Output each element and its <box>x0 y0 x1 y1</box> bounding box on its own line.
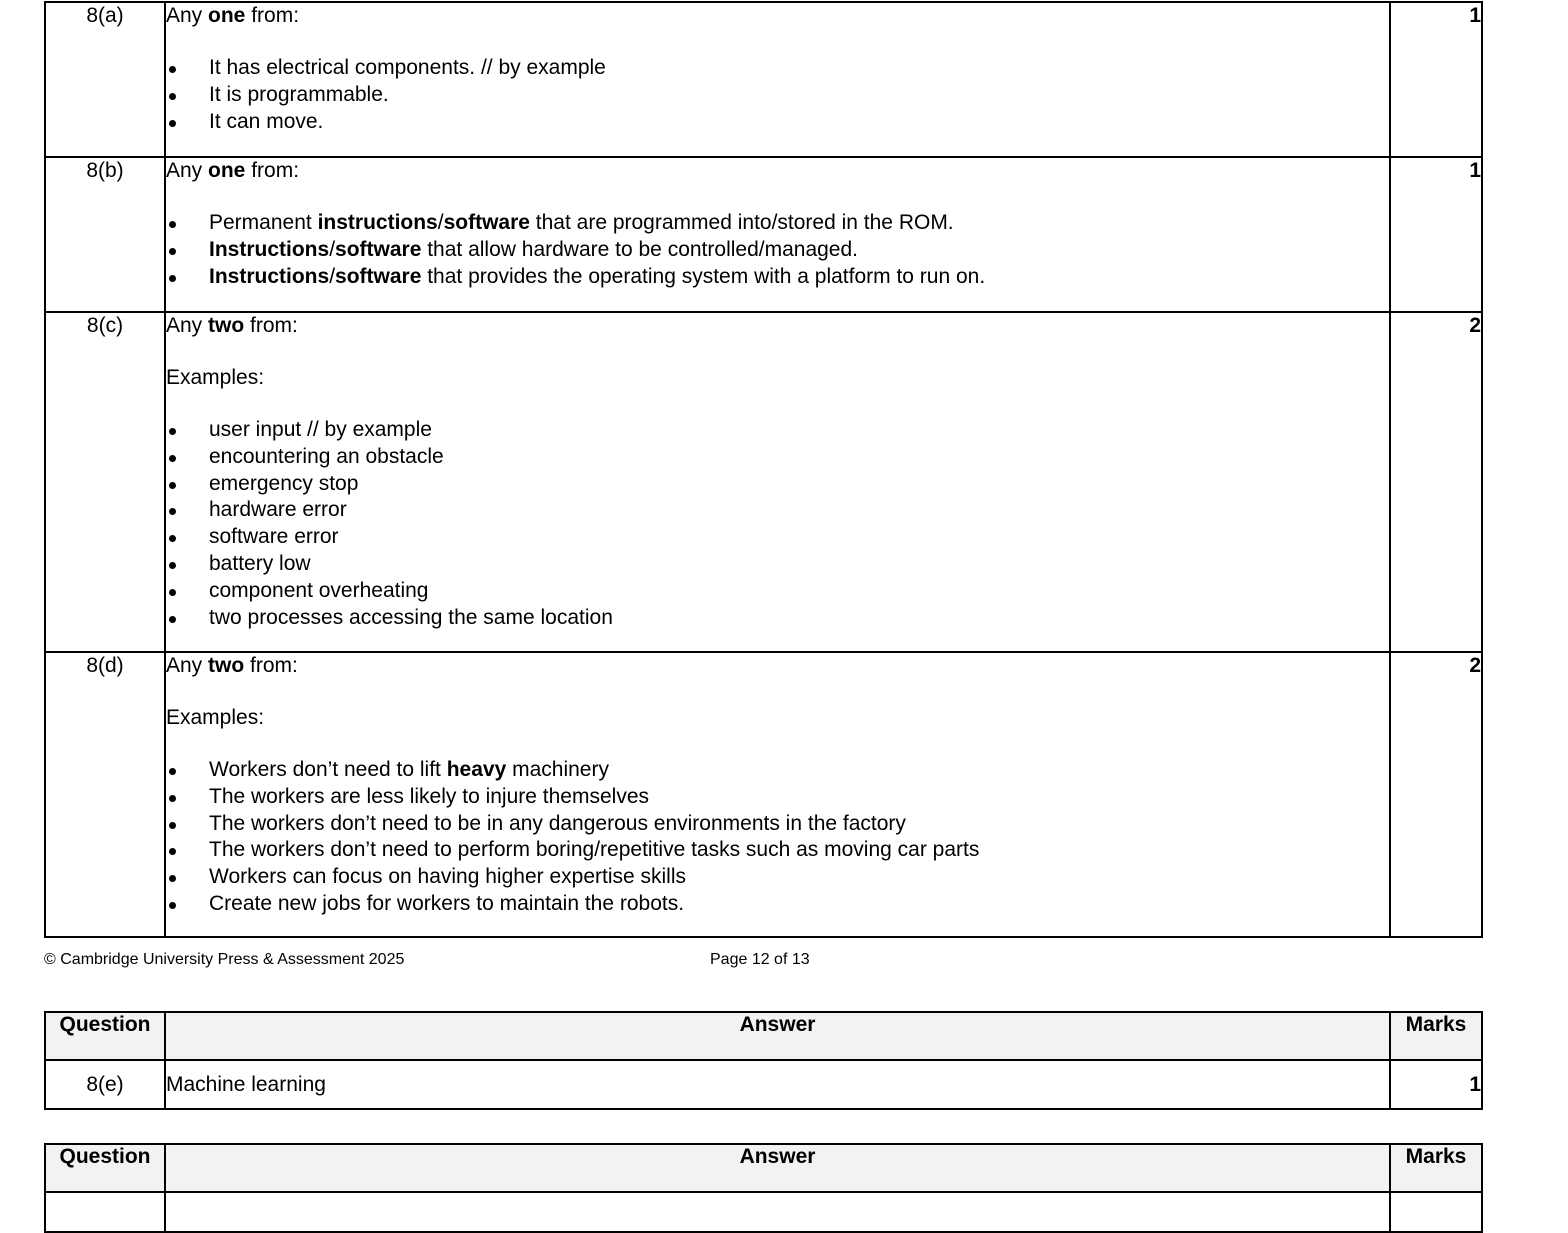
list-item: software error <box>166 524 1389 550</box>
bullet-icon <box>169 275 176 282</box>
list-item: It is programmable. <box>166 82 1389 108</box>
marks-value: 2 <box>1390 312 1482 652</box>
mark-scheme-table-8e <box>44 1011 1483 1110</box>
answer-intro: Any two from: <box>166 314 298 337</box>
examples-label: Examples: <box>166 706 265 729</box>
column-header-question: Question <box>45 1144 165 1192</box>
answer-intro: Any one from: <box>166 4 300 27</box>
list-item: Permanent instructions/software that are programmed into/stored in the ROM. <box>166 210 1389 236</box>
header-row <box>45 1012 1482 1060</box>
bullet-icon <box>169 795 176 802</box>
answer-list <box>166 417 1389 631</box>
bullet-icon <box>169 848 176 855</box>
bullet-icon <box>169 248 176 255</box>
table-row <box>45 1192 1482 1232</box>
answer-cell: Machine learning <box>165 1060 1390 1109</box>
list-item: The workers don’t need to perform boring/repetitive tasks such as moving car parts <box>166 837 1389 863</box>
marks-value: 2 <box>1390 652 1482 937</box>
bullet-icon <box>169 822 176 829</box>
bullet-icon <box>169 768 176 775</box>
marks-value: 1 <box>1390 2 1482 157</box>
answer-cell <box>165 2 1390 157</box>
bullet-icon <box>169 902 176 909</box>
marks-value: 1 <box>1390 1060 1482 1109</box>
bullet-icon <box>169 535 176 542</box>
question-number: 8(c) <box>45 312 165 652</box>
question-number <box>45 1192 165 1232</box>
question-number: 8(a) <box>45 2 165 157</box>
list-item: emergency stop <box>166 471 1389 497</box>
list-item: Workers don’t need to lift heavy machinery <box>166 757 1389 783</box>
list-item: It has electrical components. // by example <box>166 55 1389 81</box>
bullet-icon <box>169 428 176 435</box>
page-number: Page 12 of 13 <box>710 951 810 968</box>
bullet-icon <box>169 93 176 100</box>
list-item: battery low <box>166 551 1389 577</box>
list-item: Instructions/software that provides the operating system with a platform to run on. <box>166 264 1389 290</box>
answer-list <box>166 210 1389 290</box>
list-item: The workers are less likely to injure themselves <box>166 784 1389 810</box>
copyright-footer: © Cambridge University Press & Assessment 2025 <box>44 951 405 968</box>
bullet-icon <box>169 875 176 882</box>
column-header-marks: Marks <box>1390 1012 1482 1060</box>
question-number: 8(b) <box>45 157 165 312</box>
list-item: Workers can focus on having higher expertise skills <box>166 864 1389 890</box>
answer-cell <box>165 157 1390 312</box>
bullet-icon <box>169 221 176 228</box>
bullet-icon <box>169 616 176 623</box>
examples-label: Examples: <box>166 366 265 389</box>
list-item: two processes accessing the same location <box>166 605 1389 631</box>
table-row <box>45 1060 1482 1109</box>
table-row <box>45 157 1482 312</box>
mark-scheme-table-next <box>44 1143 1483 1233</box>
answer-cell <box>165 652 1390 937</box>
list-item: It can move. <box>166 109 1389 135</box>
question-number: 8(e) <box>45 1060 165 1109</box>
list-item: user input // by example <box>166 417 1389 443</box>
bullet-icon <box>169 120 176 127</box>
column-header-question: Question <box>45 1012 165 1060</box>
bullet-icon <box>169 455 176 462</box>
answer-list <box>166 55 1389 135</box>
answer-list <box>166 757 1389 917</box>
marks-value <box>1390 1192 1482 1232</box>
table-row <box>45 652 1482 937</box>
table-row <box>45 312 1482 652</box>
table-row <box>45 2 1482 157</box>
bullet-icon <box>169 482 176 489</box>
bullet-icon <box>169 562 176 569</box>
mark-scheme-table <box>44 1 1483 938</box>
list-item: encountering an obstacle <box>166 444 1389 470</box>
header-row <box>45 1144 1482 1192</box>
answer-cell <box>165 1192 1390 1232</box>
list-item: hardware error <box>166 497 1389 523</box>
answer-intro: Any two from: <box>166 654 298 677</box>
marks-value: 1 <box>1390 157 1482 312</box>
bullet-icon <box>169 66 176 73</box>
column-header-marks: Marks <box>1390 1144 1482 1192</box>
bullet-icon <box>169 589 176 596</box>
list-item: Create new jobs for workers to maintain the robots. <box>166 891 1389 917</box>
column-header-answer: Answer <box>165 1012 1390 1060</box>
question-number: 8(d) <box>45 652 165 937</box>
column-header-answer: Answer <box>165 1144 1390 1192</box>
list-item: component overheating <box>166 578 1389 604</box>
list-item: Instructions/software that allow hardware to be controlled/managed. <box>166 237 1389 263</box>
bullet-icon <box>169 508 176 515</box>
answer-cell <box>165 312 1390 652</box>
list-item: The workers don’t need to be in any dangerous environments in the factory <box>166 811 1389 837</box>
answer-intro: Any one from: <box>166 159 300 182</box>
